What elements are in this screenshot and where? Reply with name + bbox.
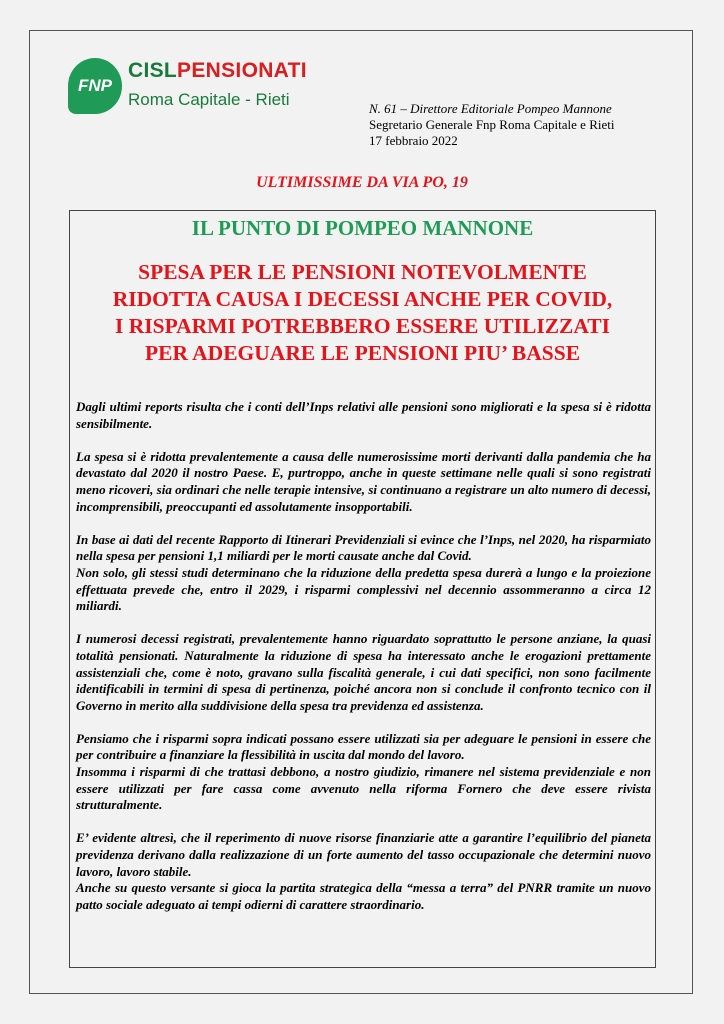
headline-line: RIDOTTA CAUSA I DECESSI ANCHE PER COVID, xyxy=(112,287,613,311)
paragraph: Anche su questo versante si gioca la partita strategica della “messa a terra” del PNRR tramite un nuovo patto sociale adeguato ai tempi odierni di carattere straordinario. xyxy=(76,880,651,912)
role-line: Segretario Generale Fnp Roma Capitale e Rieti xyxy=(369,117,615,132)
paragraph: Dagli ultimi reports risulta che i conti dell’Inps relativi alle pensioni sono migliorati e la spesa si è ridotta sensibilmente. xyxy=(76,399,651,431)
headline xyxy=(70,259,655,367)
paragraph: In base ai dati del recente Rapporto di Itinerari Previdenziali si evince che l’Inps, nel 2020, ha risparmiato nella spesa per pensioni 1,1 miliardi per le morti causate anche dal Covid. xyxy=(76,531,651,564)
kicker: ULTIMISSIME DA VIA PO, 19 xyxy=(256,174,468,191)
headline-line: PER ADEGUARE LE PENSIONI PIU’ BASSE xyxy=(144,341,581,365)
date-line: 17 febbraio 2022 xyxy=(369,133,458,148)
column-title: IL PUNTO DI POMPEO MANNONE xyxy=(191,216,534,240)
fnp-badge-text: FNP xyxy=(78,76,112,95)
issue-line: N. 61 – Direttore Editoriale Pompeo Mannone xyxy=(369,101,612,116)
paragraph: La spesa si è ridotta prevalentemente a causa delle numerosissime morti derivanti dalla pandemia che ha devastato dal 2020 il nostro Paese. E, purtroppo, anche in queste settimane nelle quali si sono registrati meno ricoveri, sia ordinari che nelle terapie intensive, si continuano a registrare un alto numero di decessi, incomprensibili, preoccupanti ed assolutamente insopportabili. xyxy=(76,448,651,514)
logo xyxy=(68,58,324,116)
paragraph: I numerosi decessi registrati, prevalentemente hanno riguardato soprattutto le persone anziane, la quasi totalità pensionati. Naturalmente la riduzione di spesa ha interessato anche le erogazioni prettamente assistenziali che, come è noto, gravano sulla fiscalità generale, i cui dati specifici, non sono facilmente identificabili in termini di spesa di pertinenza, poiché ancora non si conclude il confronto tecnico con il Governo in merito alla suddivisione della spesa tra previdenza ed assistenza. xyxy=(76,631,651,713)
fnp-badge-icon xyxy=(68,58,122,114)
brand-part-1: CISL xyxy=(128,59,178,82)
paragraph: Insomma i risparmi di che trattasi debbono, a nostro giudizio, rimanere nel sistema previdenziale e non essere utilizzati per fare cassa come avvenuto nella riforma Fornero che deve essere rivista strutturalmente. xyxy=(76,764,651,813)
paragraph: Non solo, gli stessi studi determinano che la riduzione della predetta spesa durerà a lungo e la proiezione effettuata prevede che, entro il 2029, i risparmi complessivi nel decennio assommeranno a circa 12 miliardi. xyxy=(76,564,651,614)
brand-part-2: PENSIONATI xyxy=(177,59,307,82)
brand-name xyxy=(128,59,307,83)
headline-line: SPESA PER LE PENSIONI NOTEVOLMENTE xyxy=(138,260,587,284)
article-body xyxy=(76,399,651,930)
headline-line: I RISPARMI POTREBBERO ESSERE UTILIZZATI xyxy=(114,314,611,338)
brand-subtitle: Roma Capitale - Rieti xyxy=(128,90,290,109)
masthead xyxy=(369,101,614,149)
article-box xyxy=(69,210,656,968)
paragraph: Pensiamo che i risparmi sopra indicati possano essere utilizzati sia per adeguare le pensioni in essere che per contribuire a finanziare la flessibilità in uscita dal mondo del lavoro. xyxy=(76,730,651,763)
paragraph: E’ evidente altresì, che il reperimento di nuove risorse finanziarie atte a garantire l’equilibrio del pianeta previdenza derivano dalla realizzazione di un forte aumento del tasso occupazionale che determini nuovo lavoro, lavoro stabile. xyxy=(76,830,651,879)
